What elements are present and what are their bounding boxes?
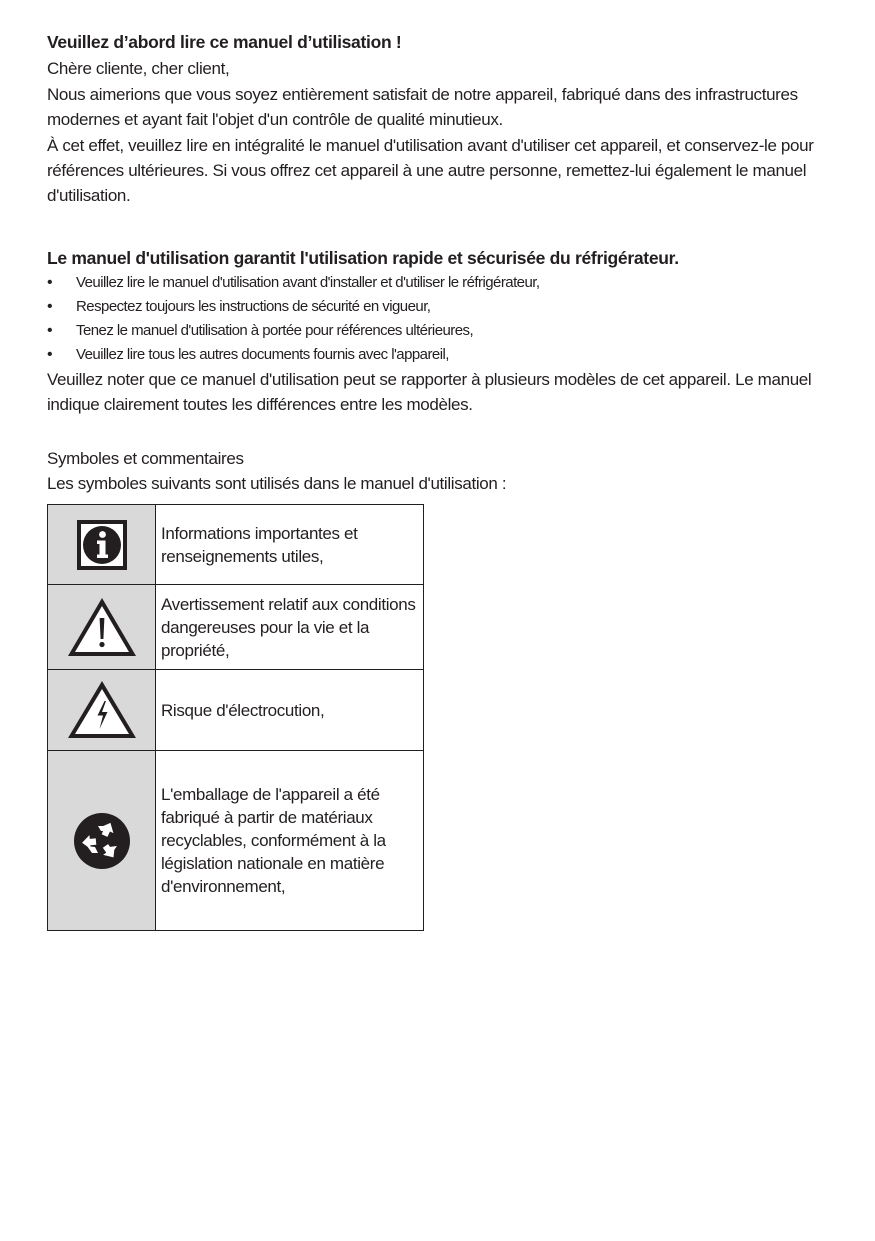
symbol-icon-cell xyxy=(48,585,156,670)
bullet-marker: • xyxy=(47,346,53,363)
greeting: Chère cliente, cher client, xyxy=(47,59,230,78)
symbol-icon-cell xyxy=(48,505,156,585)
table-row xyxy=(48,585,424,670)
symbols-title: Symboles et commentaires xyxy=(47,449,244,468)
table-row xyxy=(48,505,424,585)
table-row xyxy=(48,751,424,931)
table-row xyxy=(48,670,424,751)
list-item: • Tenez le manuel d'utilisation à portée pour références ultérieures, xyxy=(47,319,827,343)
symbol-description: L'emballage de l'appareil a été fabriqué à partir de matériaux recyclables, conformément à la législation nationale en matière d'environnement, xyxy=(156,751,424,931)
symbol-icon-cell xyxy=(48,670,156,751)
warning-triangle-icon xyxy=(48,595,155,659)
bullet-marker: • xyxy=(47,274,53,291)
guarantee-heading: Le manuel d'utilisation garantit l'utilisation rapide et sécurisée du réfrigérateur. xyxy=(47,248,679,268)
symbol-description: Risque d'électrocution, xyxy=(156,670,424,751)
recycle-icon xyxy=(48,812,155,870)
models-note: Veuillez noter que ce manuel d'utilisation peut se rapporter à plusieurs modèles de cet appareil. Le manuel indique clairement toutes les différences entre les modèles. xyxy=(47,370,812,414)
guarantee-bullet-list xyxy=(47,271,827,367)
intro-paragraph-1: Nous aimerions que vous soyez entièrement satisfait de notre appareil, fabriqué dans des infrastructures modernes et ayant fait l'objet d'un contrôle de qualité minutieux. xyxy=(47,85,798,129)
symbols-intro: Les symboles suivants sont utilisés dans le manuel d'utilisation : xyxy=(47,474,507,493)
list-item: • Veuillez lire le manuel d'utilisation avant d'installer et d'utiliser le réfrigérateur, xyxy=(47,271,827,295)
electric-shock-icon xyxy=(48,679,155,741)
list-item: • Respectez toujours les instructions de sécurité en vigueur, xyxy=(47,295,827,319)
list-item: • Veuillez lire tous les autres documents fournis avec l'appareil, xyxy=(47,343,827,367)
symbols-table xyxy=(47,504,424,931)
intro-heading: Veuillez d’abord lire ce manuel d’utilisation ! xyxy=(47,32,402,52)
symbol-description: Avertissement relatif aux conditions dangereuses pour la vie et la propriété, xyxy=(156,585,424,670)
symbol-description: Informations importantes et renseignements utiles, xyxy=(156,505,424,585)
symbol-icon-cell xyxy=(48,751,156,931)
bullet-marker: • xyxy=(47,322,53,339)
info-icon xyxy=(48,519,155,571)
bullet-marker: • xyxy=(47,298,53,315)
manual-page xyxy=(47,30,827,931)
intro-paragraph-2: À cet effet, veuillez lire en intégralité le manuel d'utilisation avant d'utiliser cet appareil, et conservez-le pour références ultérieures. Si vous offrez cet appareil à une autre personne, remettez-lui également le manuel d'utilisation. xyxy=(47,136,814,205)
